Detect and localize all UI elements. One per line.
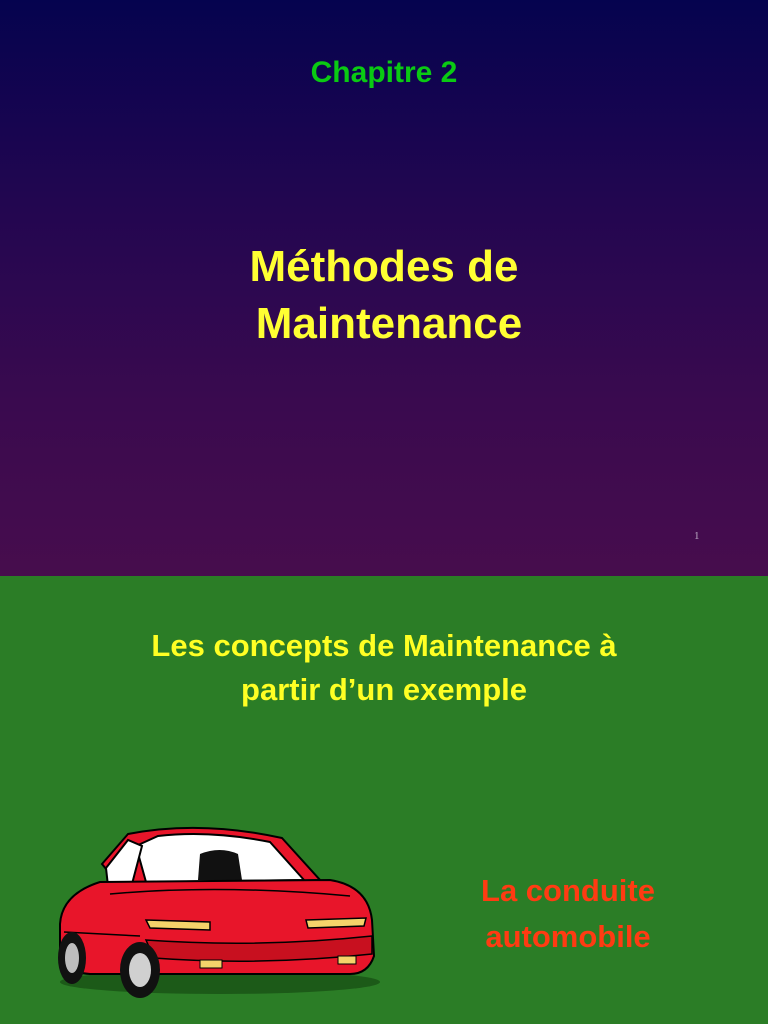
chapter-label: Chapitre 2 <box>310 56 458 89</box>
foglight-right <box>338 956 356 964</box>
subtitle-line-2: partir d’un exemple <box>241 672 527 707</box>
page-number: 1 <box>694 530 700 542</box>
title-line-2: Maintenance <box>255 299 523 348</box>
caption-line-2: automobile <box>485 919 651 954</box>
headlight-right <box>306 918 366 928</box>
headlight-left <box>146 920 210 930</box>
seat <box>198 850 242 880</box>
foglight-left <box>200 960 222 968</box>
wheel-rear-hub <box>65 943 79 973</box>
car-image <box>50 824 380 1004</box>
caption-line-1: La conduite <box>481 873 655 908</box>
slide-subtitle <box>0 624 768 712</box>
slide-2 <box>0 576 768 1024</box>
caption <box>448 868 688 960</box>
subtitle-line-1: Les concepts de Maintenance à <box>151 628 617 663</box>
slide-title <box>0 238 768 352</box>
title-line-1: Méthodes de <box>249 242 519 291</box>
wheel-front-hub <box>129 953 151 987</box>
